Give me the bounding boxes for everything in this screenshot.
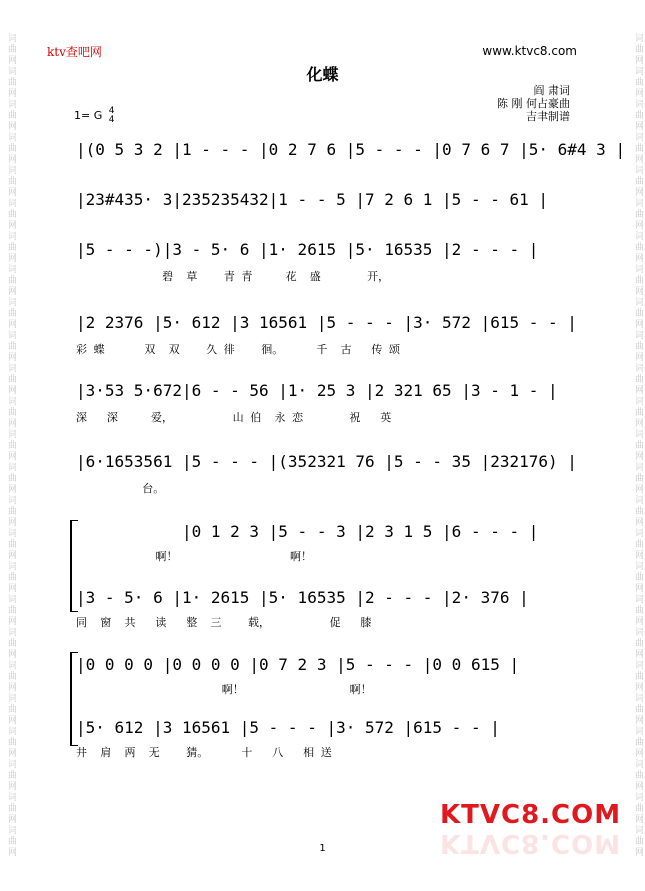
credit-lyricist: 阎 肃词 xyxy=(533,84,570,97)
credits xyxy=(497,84,570,123)
lyric-line: 啊！ 啊！ xyxy=(76,550,313,563)
notes-line: |5 - - -)|3 - 5· 6 |1· 2615 |5· 16535 |2 - - - | xyxy=(76,240,539,259)
notes-line: |0 0 0 0 |0 0 0 0 |0 7 2 3 |5 - - - |0 0 615 | xyxy=(76,655,520,674)
time-bottom: 4 xyxy=(108,115,115,125)
site-url[interactable]: www.ktvc8.com xyxy=(482,44,577,58)
lyric-line: 深 深 爱， 山 伯 永 恋 祝 英 xyxy=(76,411,392,424)
notes-line: |6·1653561 |5 - - - |(352321 76 |5 - - 35 |232176) | xyxy=(76,452,577,471)
lyric-line: 碧 草 青 青 花 盛 开， xyxy=(76,270,390,283)
notes-line: |3 - 5· 6 |1· 2615 |5· 16535 |2 - - - |2· 376 | xyxy=(76,588,529,607)
time-signature xyxy=(109,107,115,125)
credit-composer: 陈 刚 何占豪曲 xyxy=(497,97,570,110)
lyric-line: 井 肩 两 无 猜。 十 八 相 送 xyxy=(76,746,332,759)
watermark-right: 词曲网词曲网词曲网词曲网词曲网词曲网词曲网词曲网词曲网词曲网词曲网词曲网词曲网词曲网词曲网词曲网词曲网词曲网词曲网词曲网词曲网词曲网词曲网词曲网词曲网 xyxy=(633,33,643,858)
lyric-line: 台。 xyxy=(76,482,165,495)
watermark-left: 词曲网词曲网词曲网词曲网词曲网词曲网词曲网词曲网词曲网词曲网词曲网词曲网词曲网词曲网词曲网词曲网词曲网词曲网词曲网词曲网词曲网词曲网词曲网词曲网词曲网 xyxy=(6,33,16,858)
site-brand-left[interactable]: ktv查吧网 xyxy=(47,45,102,59)
notes-line: |5· 612 |3 16561 |5 - - - |3· 572 |615 - - | xyxy=(76,718,500,737)
notes-line: |0 1 2 3 |5 - - 3 |2 3 1 5 |6 - - - | xyxy=(76,522,539,541)
ktvc8-logo[interactable]: KTVC8.COM xyxy=(440,800,622,830)
credit-arranger: 吉聿制谱 xyxy=(526,110,570,123)
lyric-line: 彩 蝶 双 双 久 徘 徊。 千 古 传 颂 xyxy=(76,343,401,356)
time-top: 4 xyxy=(108,106,115,116)
lyric-line: 啊！ 啊！ xyxy=(76,683,372,696)
logo-reflection: KTVC8.COM xyxy=(440,828,622,858)
key-signature xyxy=(74,107,114,125)
song-title: 化蝶 xyxy=(306,65,339,84)
lyric-line: 同 窗 共 读 整 三 载， 促 膝 xyxy=(76,616,372,629)
page-number: 1 xyxy=(319,843,326,854)
notes-line: |23#435· 3|235235432|1 - - 5 |7 2 6 1 |5 - - 61 | xyxy=(76,190,549,209)
notes-line: |3·53 5·672|6 - - 56 |1· 25 3 |2 321 65 |3 - 1 - | xyxy=(76,381,558,400)
key-label: 1= G xyxy=(74,109,103,122)
notes-line: |(0 5 3 2 |1 - - - |0 2 7 6 |5 - - - |0 7 6 7 |5· 6#4 3 | xyxy=(76,140,626,159)
notes-line: |2 2376 |5· 612 |3 16561 |5 - - - |3· 572 |615 - - | xyxy=(76,313,577,332)
